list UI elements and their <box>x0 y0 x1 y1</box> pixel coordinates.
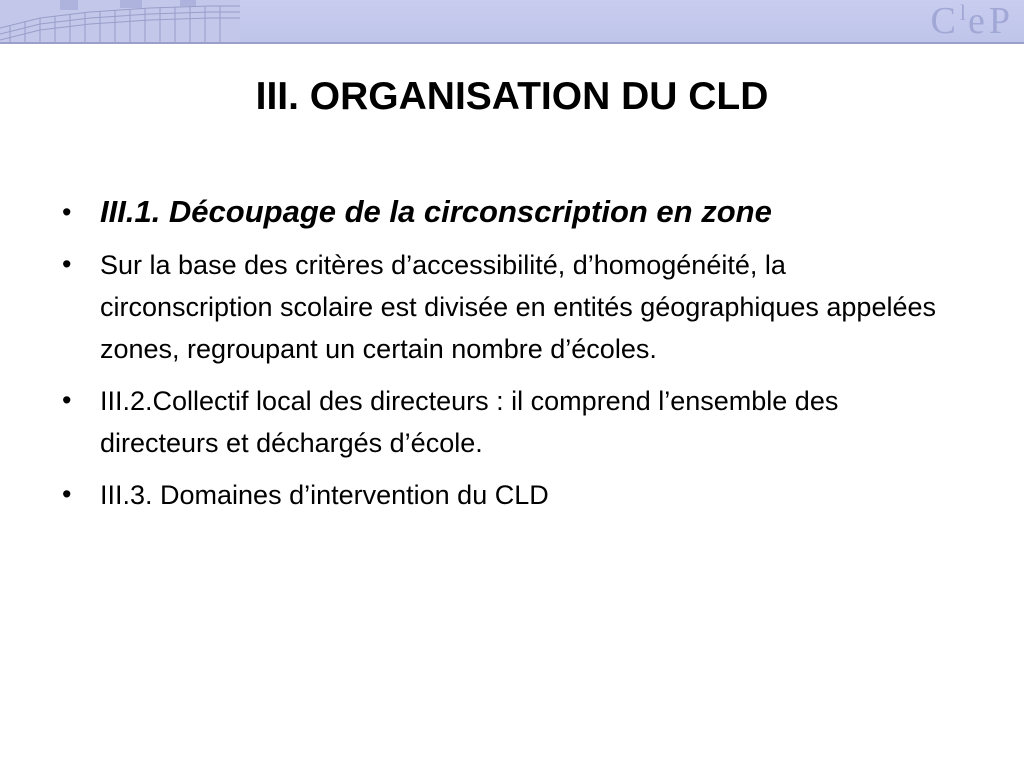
slide-title: III. ORGANISATION DU CLD <box>255 75 769 118</box>
bullet-item <box>56 244 956 370</box>
clep-logo: C $^l$ eP <box>930 0 1014 42</box>
bullet-marker: • <box>62 249 72 279</box>
bullet-text: III.2.Collectif local des directeurs : il comprend l’ensemble des directeurs et déchargés d’école. <box>100 386 839 458</box>
bullet-list <box>56 190 956 526</box>
bullet-text: III.3. Domaines d’intervention du CLD <box>100 480 549 510</box>
bullet-marker: • <box>62 479 72 509</box>
bullet-item <box>56 380 956 464</box>
bullet-heading: III.1. Découpage de la circonscription en zone <box>100 194 772 229</box>
building-image <box>0 0 240 42</box>
bullet-item <box>56 474 956 516</box>
header-band <box>0 0 1024 44</box>
bullet-marker: • <box>62 197 72 227</box>
bullet-item <box>56 190 956 234</box>
bullet-marker: • <box>62 385 72 415</box>
bullet-text: Sur la base des critères d’accessibilité, d’homogénéité, la circonscription scolaire est divisée en entités géographiques appelées zones, regroupant un certain nombre d’écoles. <box>100 250 936 364</box>
